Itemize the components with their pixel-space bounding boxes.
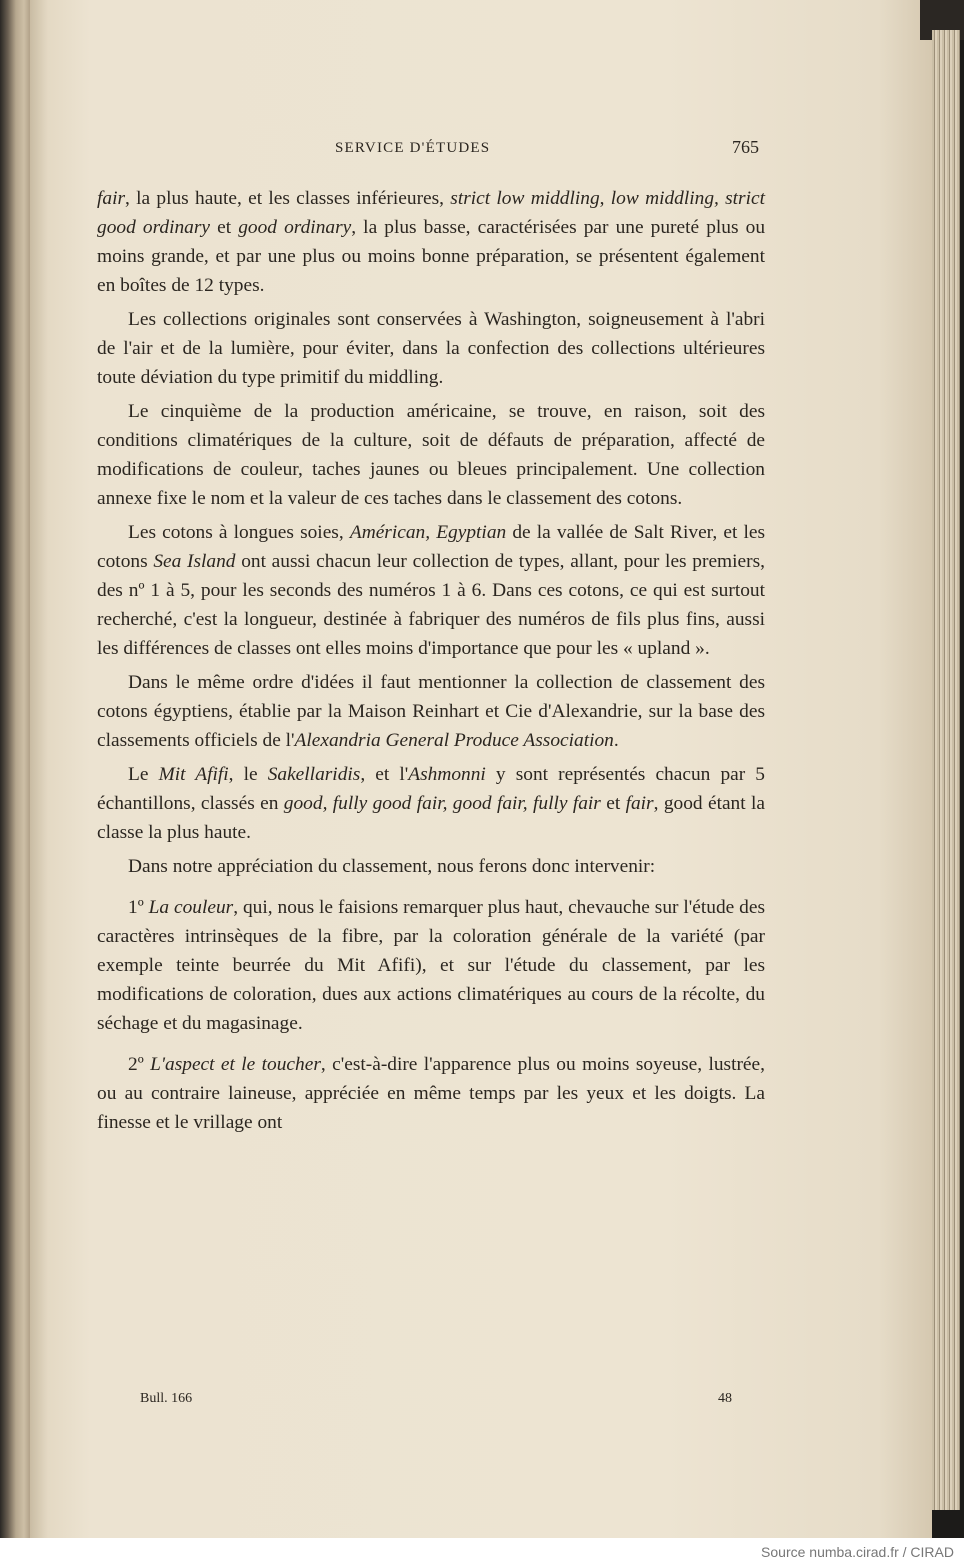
- text-run: Les collections originales sont conservées à Washington, soigneusement à l'abri de l'air et de la lumière, pour éviter, dans la confection des collections ultérieures toute déviation du type primitif du middling.: [97, 309, 765, 388]
- paragraph: [97, 397, 765, 513]
- italic-run: fair: [97, 188, 126, 209]
- source-credit: Source numba.cirad.fr / CIRAD: [761, 1544, 954, 1560]
- text-run: , le: [228, 764, 268, 785]
- text-run: Dans notre appréciation du classement, nous ferons donc intervenir:: [128, 856, 656, 877]
- italic-run: La couleur: [148, 897, 234, 918]
- text-run: Le: [128, 764, 159, 785]
- text-run: et: [600, 793, 626, 814]
- italic-run: Sea Island: [153, 551, 236, 572]
- text-run: de la vallée de Salt River, et les cotons: [97, 522, 765, 572]
- text-run: et: [210, 217, 239, 238]
- text-run: ont aussi chacun leur collection de types, allant, pour les premiers, des nº 1 à 5, pour les seconds des numéros 1 à 6. Dans ces cotons, ce qui est surtout recherché, c'est la longueur, destinée à fabriquer des numéros de fils plus fins, aussi les différences de classes ont elles moins d'importance que pour les « upland ».: [97, 551, 765, 659]
- page-stack-edge: [932, 30, 960, 1510]
- text-run: , qui, nous le faisions remarquer plus haut, chevauche sur l'étude des caractères intrinsèques de la fibre, par la coloration générale de la variété (par exemple teinte beurrée du Mit Afifi), et sur l'étude du classement, par les modifications de coloration, dues aux actions climatériques au cours de la récolte, du séchage et du magasinage.: [97, 897, 766, 1034]
- italic-run: Sakellaridis: [267, 764, 361, 785]
- paragraph: [97, 184, 765, 300]
- paragraph: [97, 668, 765, 755]
- italic-run: L'aspect et le toucher: [150, 1054, 321, 1075]
- running-title: SERVICE D'ÉTUDES: [335, 140, 491, 156]
- text-run: ,: [599, 188, 611, 209]
- text-run: 2º: [128, 1054, 151, 1075]
- italic-run: Mit Afifi: [158, 764, 229, 785]
- book-page: [30, 0, 932, 1538]
- italic-run: Alexandria General Produce Association: [294, 730, 614, 751]
- italic-run: good ordinary: [238, 217, 352, 238]
- text-run: Les cotons à longues soies,: [128, 522, 350, 543]
- italic-run: low middling, strict good ordinary: [97, 188, 765, 238]
- text-run: , good étant la classe la plus haute.: [97, 793, 765, 843]
- italic-run: fair: [625, 793, 654, 814]
- italic-run: good, fully good fair, good fair, fully fair: [283, 793, 601, 814]
- text-run: .: [613, 730, 619, 751]
- enumerated-paragraph: [97, 1050, 765, 1137]
- page-number: 765: [732, 137, 759, 157]
- facing-page-edge: [0, 0, 32, 1538]
- text-run: , la plus basse, caractérisées par une pureté plus ou moins grande, et par une plus ou moins bonne préparation, se présentent également en boîtes de 12 types.: [97, 217, 766, 296]
- text-run: Dans le même ordre d'idées il faut mentionner la collection de classement des cotons égyptiens, établie par la Maison Reinhart et Cie d'Alexandrie, sur la base des classements officiels de l': [97, 672, 765, 751]
- paragraph: [97, 760, 765, 847]
- text-run: , c'est-à-dire l'apparence plus ou moins soyeuse, lustrée, ou au contraire laineuse, appréciée en même temps par les yeux et les doigts. La finesse et le vrillage ont: [97, 1054, 765, 1133]
- text-run: , la plus haute, et les classes inférieures,: [125, 188, 451, 209]
- text-run: 1º: [128, 897, 149, 918]
- paragraph: [97, 305, 765, 392]
- paragraph: [97, 852, 765, 881]
- body-text: [97, 184, 765, 1142]
- text-run: , et l': [360, 764, 409, 785]
- paragraph: [97, 518, 765, 663]
- signature-mark: Bull. 166: [140, 1391, 193, 1406]
- enumerated-paragraph: [97, 893, 765, 1038]
- text-run: Le cinquième de la production américaine, se trouve, en raison, soit des conditions climatériques de la culture, soit de défauts de préparation, affecté de modifications de couleur, taches jaunes ou bleues principalement. Une collection annexe fixe le nom et la valeur de ces taches dans le classement des cotons.: [97, 401, 765, 509]
- italic-run: strict low middling: [450, 188, 600, 209]
- sheet-number: 48: [718, 1391, 732, 1406]
- italic-run: Ashmonni: [408, 764, 486, 785]
- text-run: y sont représentés chacun par 5 échantillons, classés en: [97, 764, 765, 814]
- italic-run: Américan, Egyptian: [349, 522, 507, 543]
